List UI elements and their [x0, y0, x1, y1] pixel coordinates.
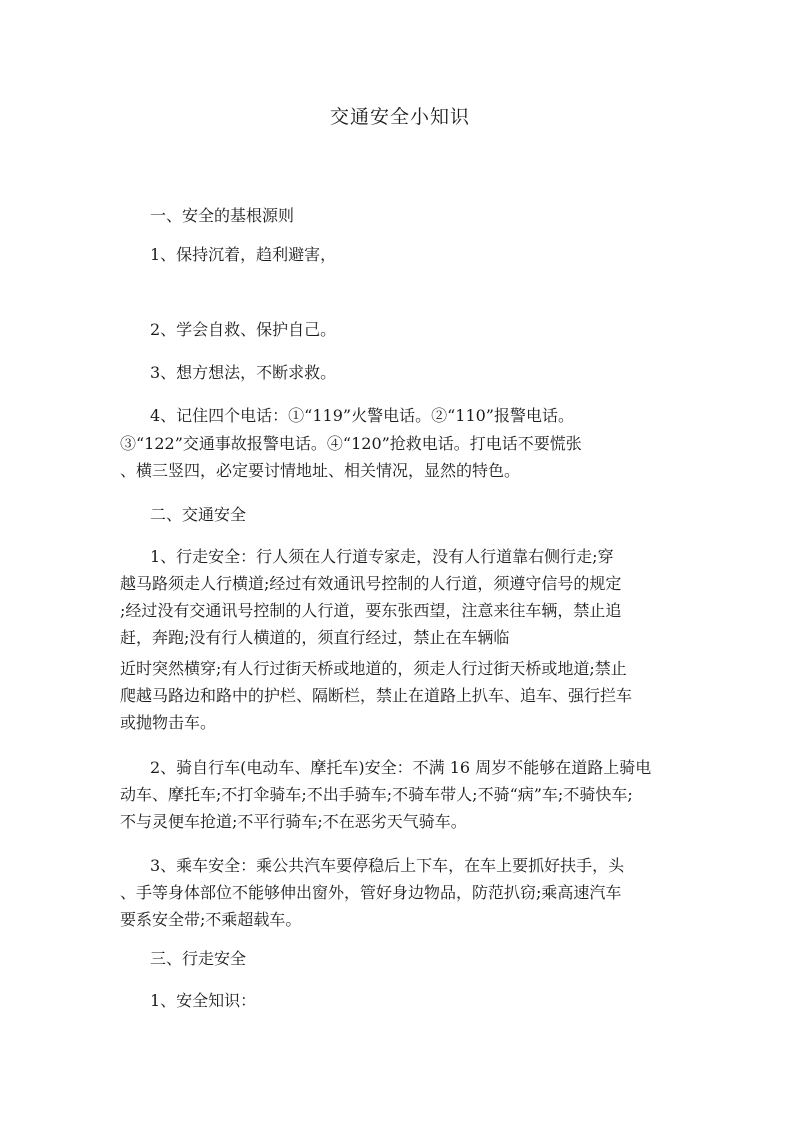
paragraph-line: 2、学会自救、保护自己。 [150, 320, 337, 339]
paragraph-line: 动车、摩托车;不打伞骑车;不出手骑车;不骑车带人;不骑“病”车;不骑快车; [120, 785, 633, 804]
paragraph-line: 爬越马路边和路中的护栏、隔断栏，禁止在道路上扒车、追车、强行拦车 [120, 686, 633, 705]
paragraph-line: 要系安全带;不乘超载车。 [120, 910, 302, 929]
paragraph-line: 1、安全知识： [150, 991, 257, 1010]
paragraph-line: 3、想方想法，不断求救。 [150, 363, 337, 382]
paragraph-line: ;经过没有交通讯号控制的人行道，要东张西望，注意来往车辆，禁止追 [120, 601, 622, 620]
paragraph-line: 赶，奔跑;没有行人横道的，须直行经过，禁止在车辆临 [120, 628, 510, 647]
paragraph-line: 、手等身体部位不能够伸出窗外，管好身边物品，防范扒窃;乘高速汽车 [120, 883, 622, 902]
section-heading-1: 一、安全的基根源则 [150, 206, 295, 225]
paragraph-line: 、横三竖四，必定要讨情地址、相关情况，显然的特色。 [120, 461, 521, 480]
section-heading-2: 二、交通安全 [150, 505, 247, 524]
paragraph-line: 近时突然横穿;有人行过街天桥或地道的，须走人行过街天桥或地道;禁止 [120, 659, 627, 678]
paragraph-line: 2、骑自行车(电动车、摩托车)安全：不满 16 周岁不能够在道路上骑电 [150, 758, 652, 777]
section-heading-3: 三、行走安全 [150, 949, 247, 968]
paragraph-line: 1、行走安全：行人须在人行道专家走，没有人行道靠右侧行走;穿 [150, 547, 614, 566]
paragraph-line: 1、保持沉着，趋利避害， [150, 245, 337, 264]
paragraph-line: 或抛物击车。 [120, 713, 217, 732]
paragraph-line: 4、记住四个电话：①“119”火警电话。②“110”报警电话。 [150, 406, 574, 425]
paragraph-line: ③“122”交通事故报警电话。④“120”抢救电话。打电话不要慌张 [120, 434, 582, 453]
page-title: 交通安全小知识 [329, 106, 470, 128]
paragraph-line: 越马路须走人行横道;经过有效通讯号控制的人行道，须遵守信号的规定 [120, 574, 622, 593]
paragraph-line: 不与灵便车抢道;不平行骑车;不在恶劣天气骑车。 [120, 812, 467, 831]
paragraph-line: 3、乘车安全：乘公共汽车要停稳后上下车，在车上要抓好扶手，头 [150, 856, 625, 875]
